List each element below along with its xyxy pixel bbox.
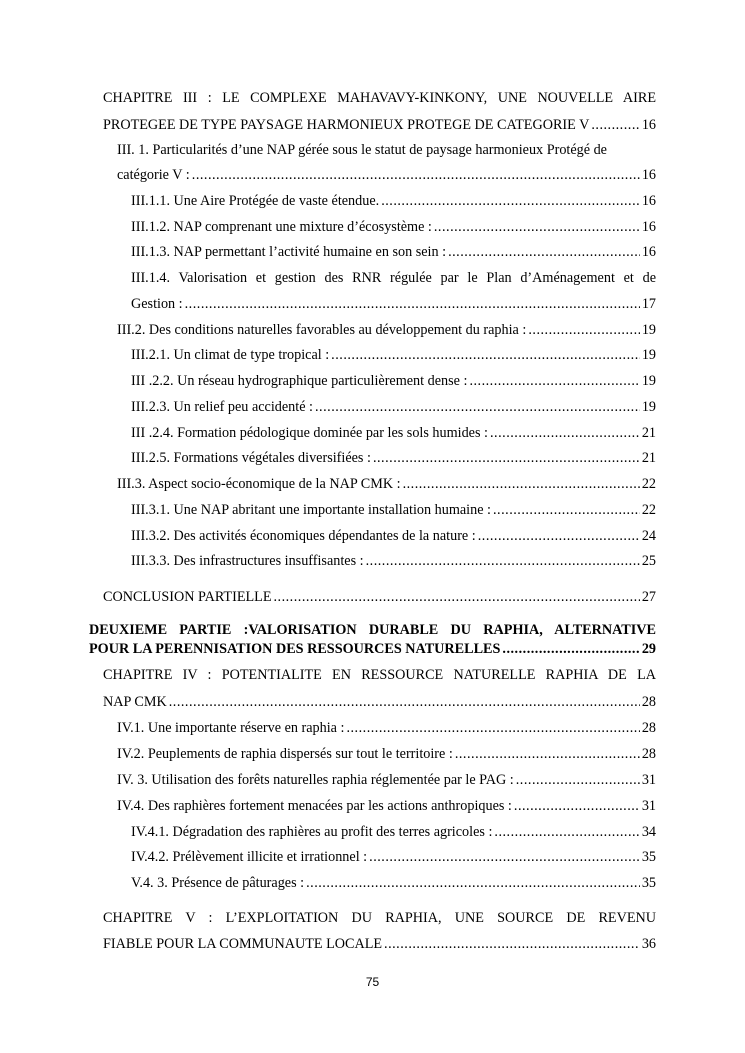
toc-entry-text: IV.4.1. Dégradation des raphières au profit des terres agricoles : <box>131 824 493 840</box>
toc-entry-text: III.1.1. Une Aire Protégée de vaste étendue. <box>131 193 380 209</box>
toc-entry-text: III.3. Aspect socio-économique de la NAP CMK : <box>117 476 401 492</box>
leader-dots <box>502 639 639 659</box>
toc-s3-1-1[interactable] <box>131 191 656 211</box>
toc-entry-text: III.3.2. Des activités économiques dépendantes de la nature : <box>131 528 476 544</box>
toc-s4-4[interactable] <box>117 796 656 816</box>
toc-entry-text: III.2.3. Un relief peu accidenté : <box>131 399 313 415</box>
toc-entry-text: IV.4. Des raphières fortement menacées par les actions anthropiques : <box>117 798 512 814</box>
leader-dots <box>384 934 640 954</box>
page-number-footer: 75 <box>365 975 380 989</box>
toc-page-number: 17 <box>641 296 656 312</box>
toc-page-number: 16 <box>641 219 656 235</box>
toc-entry-text: PROTEGEE DE TYPE PAYSAGE HARMONIEUX PROTEGE DE CATEGORIE V <box>103 117 590 133</box>
toc-partie2-line1[interactable]: DEUXIEME PARTIE :VALORISATION DURABLE DU RAPHIA, ALTERNATIVE <box>89 622 656 638</box>
toc-entry-text: catégorie V : <box>117 167 190 183</box>
leader-dots <box>478 526 640 546</box>
toc-s3-2[interactable] <box>117 320 656 340</box>
toc-page-number: 19 <box>641 347 656 363</box>
toc-s3-1-2[interactable] <box>131 217 656 237</box>
toc-conclusion[interactable] <box>103 587 656 607</box>
toc-page-number: 27 <box>641 589 656 605</box>
toc-page-number: 16 <box>641 117 656 133</box>
leader-dots <box>185 294 640 314</box>
toc-page-number: 28 <box>641 746 656 762</box>
toc-page-number: 31 <box>641 772 656 788</box>
toc-entry-text: FIABLE POUR LA COMMUNAUTE LOCALE <box>103 936 383 952</box>
toc-entry-text: IV. 3. Utilisation des forêts naturelles raphia réglementée par le PAG : <box>117 772 514 788</box>
toc-s3-1-4-line1[interactable]: III.1.4. Valorisation et gestion des RNR régulée par le Plan d’Aménagement et de <box>131 270 656 286</box>
leader-dots <box>493 500 640 520</box>
toc-s4-4-1[interactable] <box>131 822 656 842</box>
toc-chapitre5-line2[interactable] <box>103 934 656 954</box>
toc-chapitre3-line1[interactable]: CHAPITRE III : LE COMPLEXE MAHAVAVY-KINKONY, UNE NOUVELLE AIRE <box>103 90 656 106</box>
leader-dots <box>514 796 640 816</box>
toc-s4-2[interactable] <box>117 744 656 764</box>
toc-entry-text: V.4. 3. Présence de pâturages : <box>131 875 305 891</box>
leader-dots <box>369 847 640 867</box>
toc-page-number: 35 <box>641 849 656 865</box>
toc-s3-2-2[interactable] <box>131 371 656 391</box>
toc-entry-text: III.3.3. Des infrastructures insuffisantes : <box>131 553 364 569</box>
leader-dots <box>169 692 640 712</box>
toc-page-number: 34 <box>641 824 656 840</box>
toc-s3-2-4[interactable] <box>131 423 656 443</box>
leader-dots <box>448 242 640 262</box>
toc-entry-text: III .2.2. Un réseau hydrographique particulièrement dense : <box>131 373 468 389</box>
toc-s3-3-1[interactable] <box>131 500 656 520</box>
toc-chapitre3-line2[interactable] <box>103 115 656 135</box>
toc-entry-text: III.2. Des conditions naturelles favorables au développement du raphia : <box>117 322 527 338</box>
toc-partie2-line2[interactable] <box>89 639 656 659</box>
leader-dots <box>373 448 640 468</box>
toc-s3-2-5[interactable] <box>131 448 656 468</box>
leader-dots <box>306 873 640 893</box>
toc-entry-text: IV.4.2. Prélèvement illicite et irrationnel : <box>131 849 368 865</box>
toc-s3-1-line2[interactable] <box>117 165 656 185</box>
toc-s3-1-line1[interactable]: III. 1. Particularités d’une NAP gérée sous le statut de paysage harmonieux Protégé de <box>117 142 607 158</box>
toc-s4-3[interactable] <box>117 770 656 790</box>
toc-page-number: 22 <box>641 502 656 518</box>
toc-s3-1-3[interactable] <box>131 242 656 262</box>
leader-dots <box>346 718 639 738</box>
toc-s3-2-1[interactable] <box>131 345 656 365</box>
toc-page-number: 19 <box>641 399 656 415</box>
leader-dots <box>273 587 639 607</box>
leader-dots <box>434 217 640 237</box>
toc-s4-1[interactable] <box>117 718 656 738</box>
leader-dots <box>381 191 640 211</box>
leader-dots <box>490 423 640 443</box>
toc-s3-3-3[interactable] <box>131 551 656 571</box>
toc-chapitre5-line1[interactable]: CHAPITRE V : L’EXPLOITATION DU RAPHIA, UNE SOURCE DE REVENU <box>103 910 656 926</box>
toc-entry-text: III.1.3. NAP permettant l’activité humaine en son sein : <box>131 244 447 260</box>
toc-page-number: 19 <box>641 322 656 338</box>
toc-page-number: 29 <box>641 641 656 657</box>
toc-page-number: 36 <box>641 936 656 952</box>
toc-entry-text: NAP CMK <box>103 694 167 710</box>
toc-page-number: 16 <box>641 193 656 209</box>
toc-s4-4-2[interactable] <box>131 847 656 867</box>
leader-dots <box>528 320 639 340</box>
toc-chapitre4-line2[interactable] <box>103 692 656 712</box>
leader-dots <box>403 474 640 494</box>
toc-page-number: 24 <box>641 528 656 544</box>
leader-dots <box>516 770 640 790</box>
toc-page-number: 21 <box>641 450 656 466</box>
toc-page-number: 16 <box>641 244 656 260</box>
toc-page-number: 16 <box>641 167 656 183</box>
leader-dots <box>366 551 640 571</box>
toc-page-number: 31 <box>641 798 656 814</box>
leader-dots <box>315 397 640 417</box>
toc-entry-text: III.1.2. NAP comprenant une mixture d’écosystème : <box>131 219 432 235</box>
leader-dots <box>192 165 640 185</box>
toc-entry-text: CONCLUSION PARTIELLE <box>103 589 272 605</box>
toc-entry-text: III .2.4. Formation pédologique dominée par les sols humides : <box>131 425 488 441</box>
toc-s3-3-2[interactable] <box>131 526 656 546</box>
toc-s3-2-3[interactable] <box>131 397 656 417</box>
leader-dots <box>494 822 639 842</box>
leader-dots <box>331 345 640 365</box>
leader-dots <box>455 744 640 764</box>
leader-dots <box>469 371 639 391</box>
toc-page-number: 35 <box>641 875 656 891</box>
toc-entry-text: POUR LA PERENNISATION DES RESSOURCES NATURELLES <box>89 641 501 657</box>
toc-page-number: 28 <box>641 694 656 710</box>
toc-entry-text: III.3.1. Une NAP abritant une importante installation humaine : <box>131 502 491 518</box>
toc-page-number: 25 <box>641 553 656 569</box>
toc-page-number: 21 <box>641 425 656 441</box>
toc-page-number: 22 <box>641 476 656 492</box>
toc-s3-3[interactable] <box>117 474 656 494</box>
toc-entry-text: IV.1. Une importante réserve en raphia : <box>117 720 345 736</box>
toc-entry-text: III.2.5. Formations végétales diversifiées : <box>131 450 371 466</box>
toc-entry-text: IV.2. Peuplements de raphia dispersés sur tout le territoire : <box>117 746 453 762</box>
toc-page-number: 28 <box>641 720 656 736</box>
toc-entry-text: Gestion : <box>131 296 183 312</box>
toc-entry-text: III.2.1. Un climat de type tropical : <box>131 347 330 363</box>
toc-chapitre4-line1[interactable]: CHAPITRE IV : POTENTIALITE EN RESSOURCE NATURELLE RAPHIA DE LA <box>103 667 656 683</box>
leader-dots <box>591 115 639 135</box>
toc-page-number: 19 <box>641 373 656 389</box>
toc-s3-1-4-line2[interactable] <box>131 294 656 314</box>
toc-s4-4-3[interactable] <box>131 873 656 893</box>
